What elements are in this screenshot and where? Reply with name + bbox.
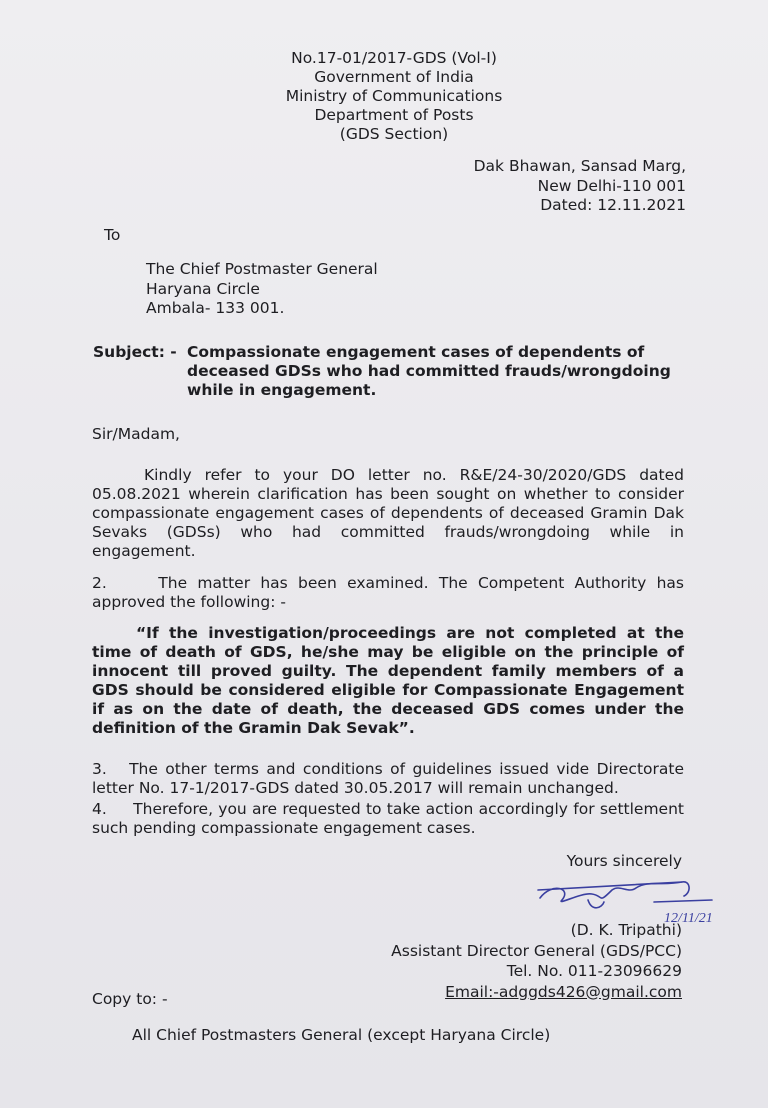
sender-address-line1: Dak Bhawan, Sansad Marg, xyxy=(473,157,686,175)
subject-label: Subject: - xyxy=(93,343,177,361)
reference-number: No.17-01/2017-GDS (Vol-I) xyxy=(291,49,497,67)
paragraph-3 xyxy=(92,760,684,798)
letter-heading xyxy=(0,49,768,144)
recipient-line2: Haryana Circle xyxy=(146,279,260,298)
copy-to-line1: All Chief Postmasters General (except Haryana Circle) xyxy=(132,1026,551,1044)
letter-date: Dated: 12.11.2021 xyxy=(540,196,686,214)
signatory-name: (D. K. Tripathi) xyxy=(570,921,682,939)
paragraph-2-number: 2. xyxy=(92,574,107,592)
paragraph-2 xyxy=(92,574,684,612)
subject-line2: deceased GDSs who had committed frauds/wrongdoing xyxy=(187,362,671,380)
paragraph-3-text: The other terms and conditions of guidelines issued vide Directorate letter No. 17-1/2017-GDS dated 30.05.2017 will remain unchanged. xyxy=(92,760,684,797)
recipient-address xyxy=(146,260,378,319)
paragraph-3-number: 3. xyxy=(92,760,107,778)
section-name: (GDS Section) xyxy=(339,125,449,143)
signatory-designation: Assistant Director General (GDS/PCC) xyxy=(391,941,682,960)
government-name: Government of India xyxy=(314,68,474,86)
approval-quote: “If the investigation/proceedings are not completed at the time of death of GDS, he/she may be eligible on the principle of innocent till proved guilty. The dependent family members of a GDS should be considered eligible for Compassionate Engagement if as on the date of death, the deceased GDS comes under the definition of the Gramin Dak Sevak”. xyxy=(92,624,684,737)
paragraph-4-number: 4. xyxy=(92,800,107,818)
subject-line1: Compassionate engagement cases of dependents of xyxy=(187,343,645,361)
subject-line3: while in engagement. xyxy=(187,381,377,399)
signatory-telephone: Tel. No. 011-23096629 xyxy=(506,962,682,980)
subject-block xyxy=(93,343,671,400)
to-label: To xyxy=(104,226,121,244)
ministry-name: Ministry of Communications xyxy=(285,87,503,105)
paragraph-2-text: The matter has been examined. The Competent Authority has approved the following: - xyxy=(92,574,684,611)
recipient-line3: Ambala- 133 001. xyxy=(146,299,285,317)
paragraph-4-text: Therefore, you are requested to take action accordingly for settlement such pending compassionate engagement cases. xyxy=(92,800,684,837)
recipient-line1: The Chief Postmaster General xyxy=(146,260,378,278)
sender-address xyxy=(474,157,686,216)
yours-sincerely: Yours sincerely xyxy=(566,852,682,870)
department-name: Department of Posts xyxy=(314,106,474,124)
copy-to-label: Copy to: - xyxy=(92,990,168,1008)
signature-date: 12/11/21 xyxy=(664,911,713,926)
signatory-block xyxy=(391,920,682,1002)
sender-address-line2: New Delhi-110 001 xyxy=(537,176,686,195)
paragraph-1: Kindly refer to your DO letter no. R&E/24-30/2020/GDS dated 05.08.2021 wherein clarification has been sought on whether to consider compassionate engagement cases of dependents of deceased Gramin Dak Sevaks (GDSs) who had committed frauds/wrongdoing while in engagement. xyxy=(92,466,684,560)
salutation: Sir/Madam, xyxy=(92,425,180,443)
paragraph-4 xyxy=(92,800,684,838)
signatory-email: Email:-adggds426@gmail.com xyxy=(445,982,682,1001)
